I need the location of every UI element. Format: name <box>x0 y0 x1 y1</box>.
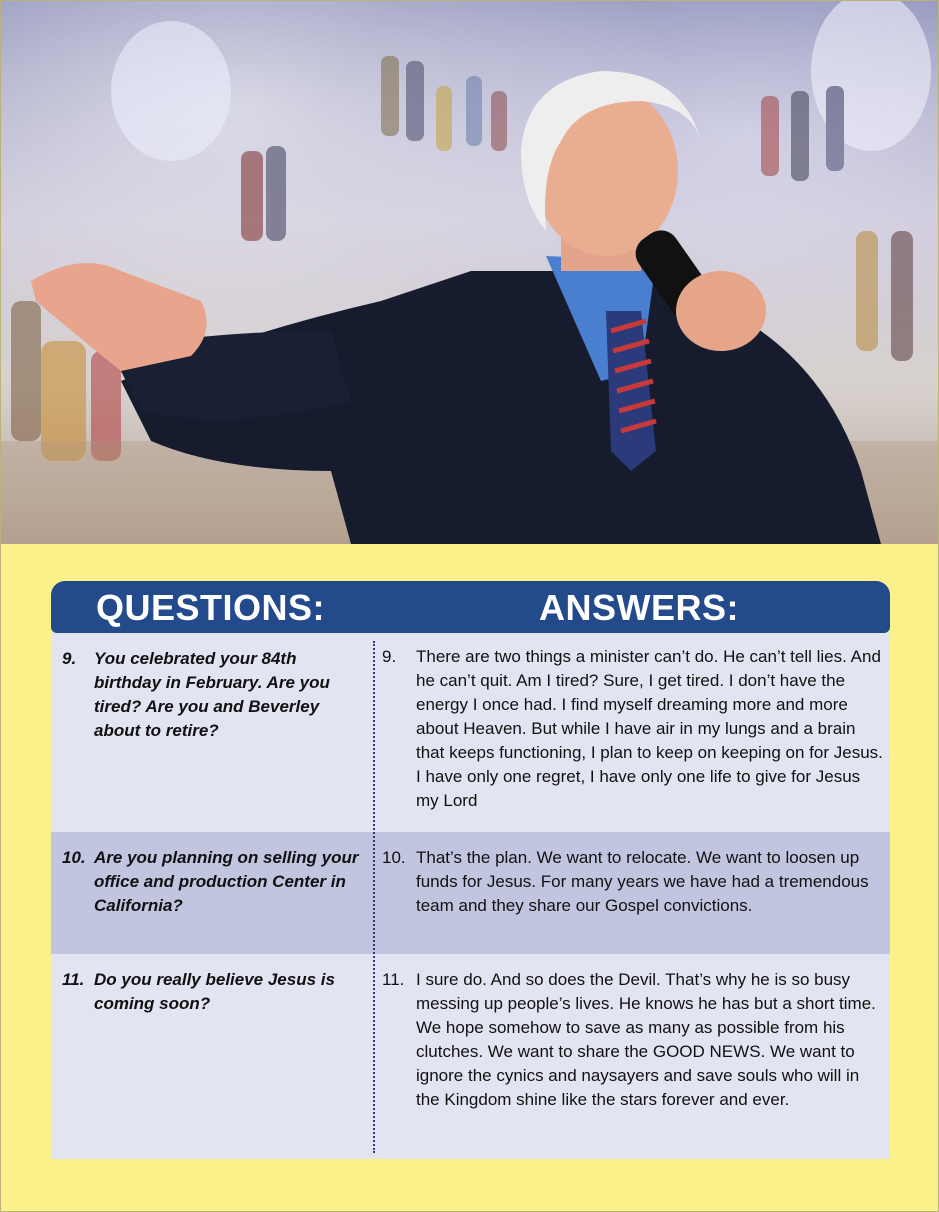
column-divider <box>373 641 375 1153</box>
speaker-photo <box>1 1 938 544</box>
questions-heading: QUESTIONS: <box>96 587 326 628</box>
answers-heading: ANSWERS: <box>539 587 739 628</box>
answer-text: I sure do. And so does the Devil. That’s why he is so busy messing up people’s lives. He knows he has but a short time. We hope somehow to save as many as possible from his clutches. We want to share the GOOD NEWS. We want to ignore the cynics and naysayers and save souls who will in the Kingdom shine like the stars forever and ever. <box>416 970 876 1109</box>
table-row <box>51 832 890 954</box>
answer-text: There are two things a minister can’t do. He can’t tell lies. And he can’t quit. Am I tired? Sure, I get tired. I don’t have the energy I once had. I find myself dreaming more and more about Heaven. But while I have air in my lungs and a brain that keeps functioning, I plan to keep on keeping on for Jesus. I have only one regret, I have only one life to give for Jesus my Lord <box>416 647 883 810</box>
table-header <box>51 581 890 633</box>
answer-number: 11. <box>382 970 405 989</box>
question-text: You celebrated your 84th birthday in February. Are you tired? Are you and Beverley about to retire? <box>94 649 330 740</box>
qa-table <box>51 633 890 1159</box>
question-text: Are you planning on selling your office and production Center in California? <box>94 848 359 915</box>
question-text: Do you really believe Jesus is coming soon? <box>94 970 335 1013</box>
table-row <box>51 633 890 832</box>
photo-illustration <box>1 1 938 544</box>
question-number: 9. <box>62 649 77 668</box>
table-row <box>51 954 890 1159</box>
answer-number: 9. <box>382 647 397 666</box>
answer-number: 10. <box>382 848 406 867</box>
question-number: 11. <box>62 970 85 989</box>
answer-text: That’s the plan. We want to relocate. We want to loosen up funds for Jesus. For many years we have had a tremendous team and they share our Gospel convictions. <box>416 848 869 915</box>
question-number: 10. <box>62 848 86 867</box>
